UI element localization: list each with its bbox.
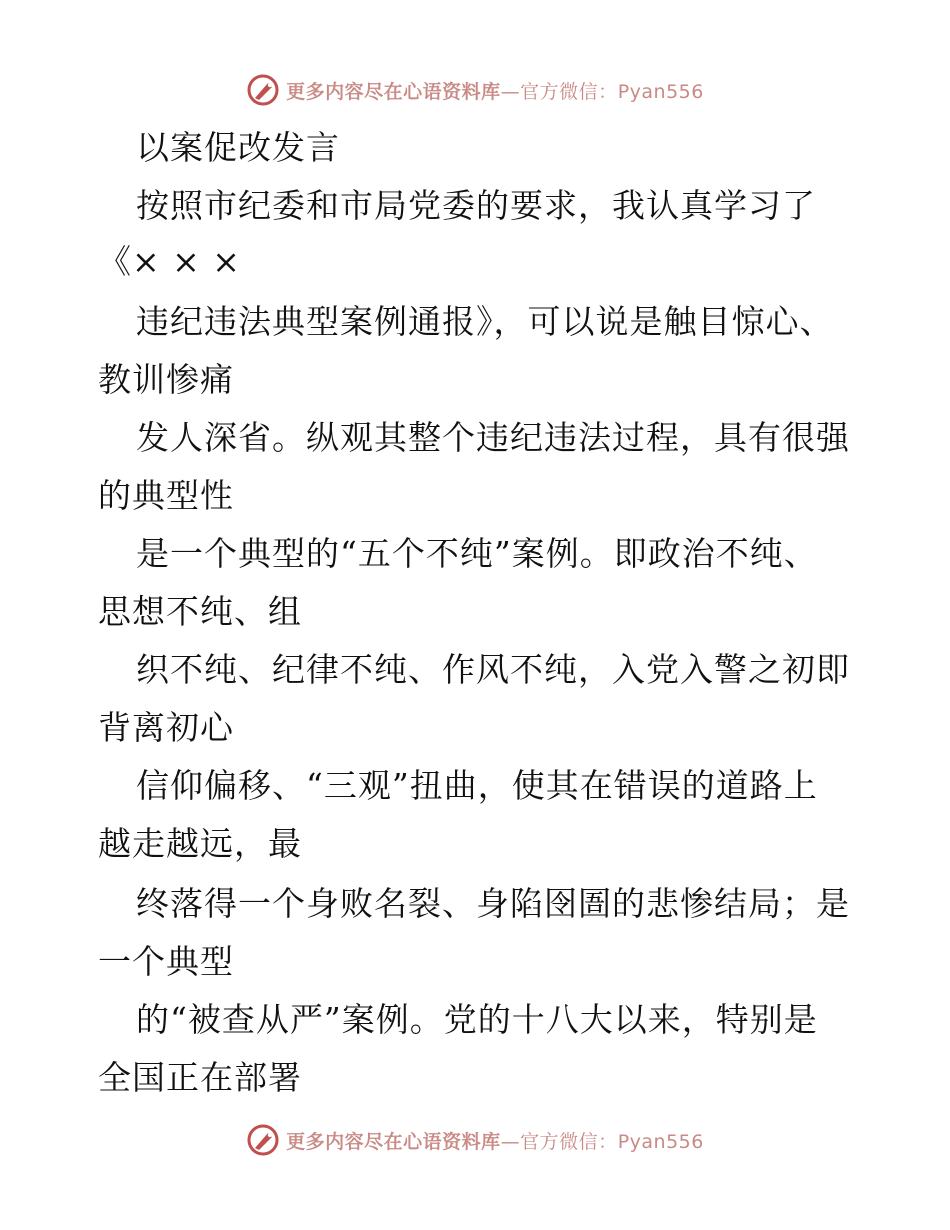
banner-separator: — <box>500 80 521 103</box>
text-line: 信仰偏移、“三观”扭曲，使其在错误的道路上 <box>136 766 818 805</box>
text-line: 按照市纪委和市局党委的要求，我认真学习了 <box>136 186 816 225</box>
banner-wechat-id: Pyan556 <box>617 1130 704 1153</box>
text-line: 全国正在部署 <box>98 1058 302 1097</box>
text-line: 越走越远，最 <box>98 824 302 863</box>
text-line: 教训惨痛 <box>98 360 234 399</box>
banner-site-text: 更多内容尽在心语资料库 <box>286 80 501 103</box>
banner-site-text: 更多内容尽在心语资料库 <box>286 1130 501 1153</box>
text-line: 背离初心 <box>98 708 234 747</box>
banner-text <box>286 1127 704 1154</box>
text-line: 一个典型 <box>98 942 234 981</box>
pen-nib-logo-icon <box>246 1123 280 1157</box>
text-line: 《× × × <box>98 242 241 281</box>
pen-nib-logo-icon <box>246 73 280 107</box>
header-banner <box>0 70 950 110</box>
banner-text <box>286 77 704 104</box>
banner-wechat-id: Pyan556 <box>617 80 704 103</box>
document-title: 以案促改发言 <box>136 128 340 167</box>
text-line: 思想不纯、组 <box>98 592 302 631</box>
banner-wechat-label: 官方微信： <box>520 1130 618 1153</box>
banner-separator: — <box>500 1130 521 1153</box>
text-line: 是一个典型的“五个不纯”案例。即政治不纯、 <box>136 534 818 573</box>
text-line: 终落得一个身败名裂、身陷囹圄的悲惨结局；是 <box>136 884 850 923</box>
banner-wechat-label: 官方微信： <box>520 80 618 103</box>
text-line: 发人深省。纵观其整个违纪违法过程，具有很强 <box>136 418 850 457</box>
footer-banner <box>0 1120 950 1160</box>
text-line: 织不纯、纪律不纯、作风不纯，入党入警之初即 <box>136 650 850 689</box>
text-line: 违纪违法典型案例通报》，可以说是触目惊心、 <box>136 302 834 341</box>
text-line: 的“被查从严”案例。党的十八大以来，特别是 <box>136 1000 818 1039</box>
text-line: 的典型性 <box>98 476 234 515</box>
